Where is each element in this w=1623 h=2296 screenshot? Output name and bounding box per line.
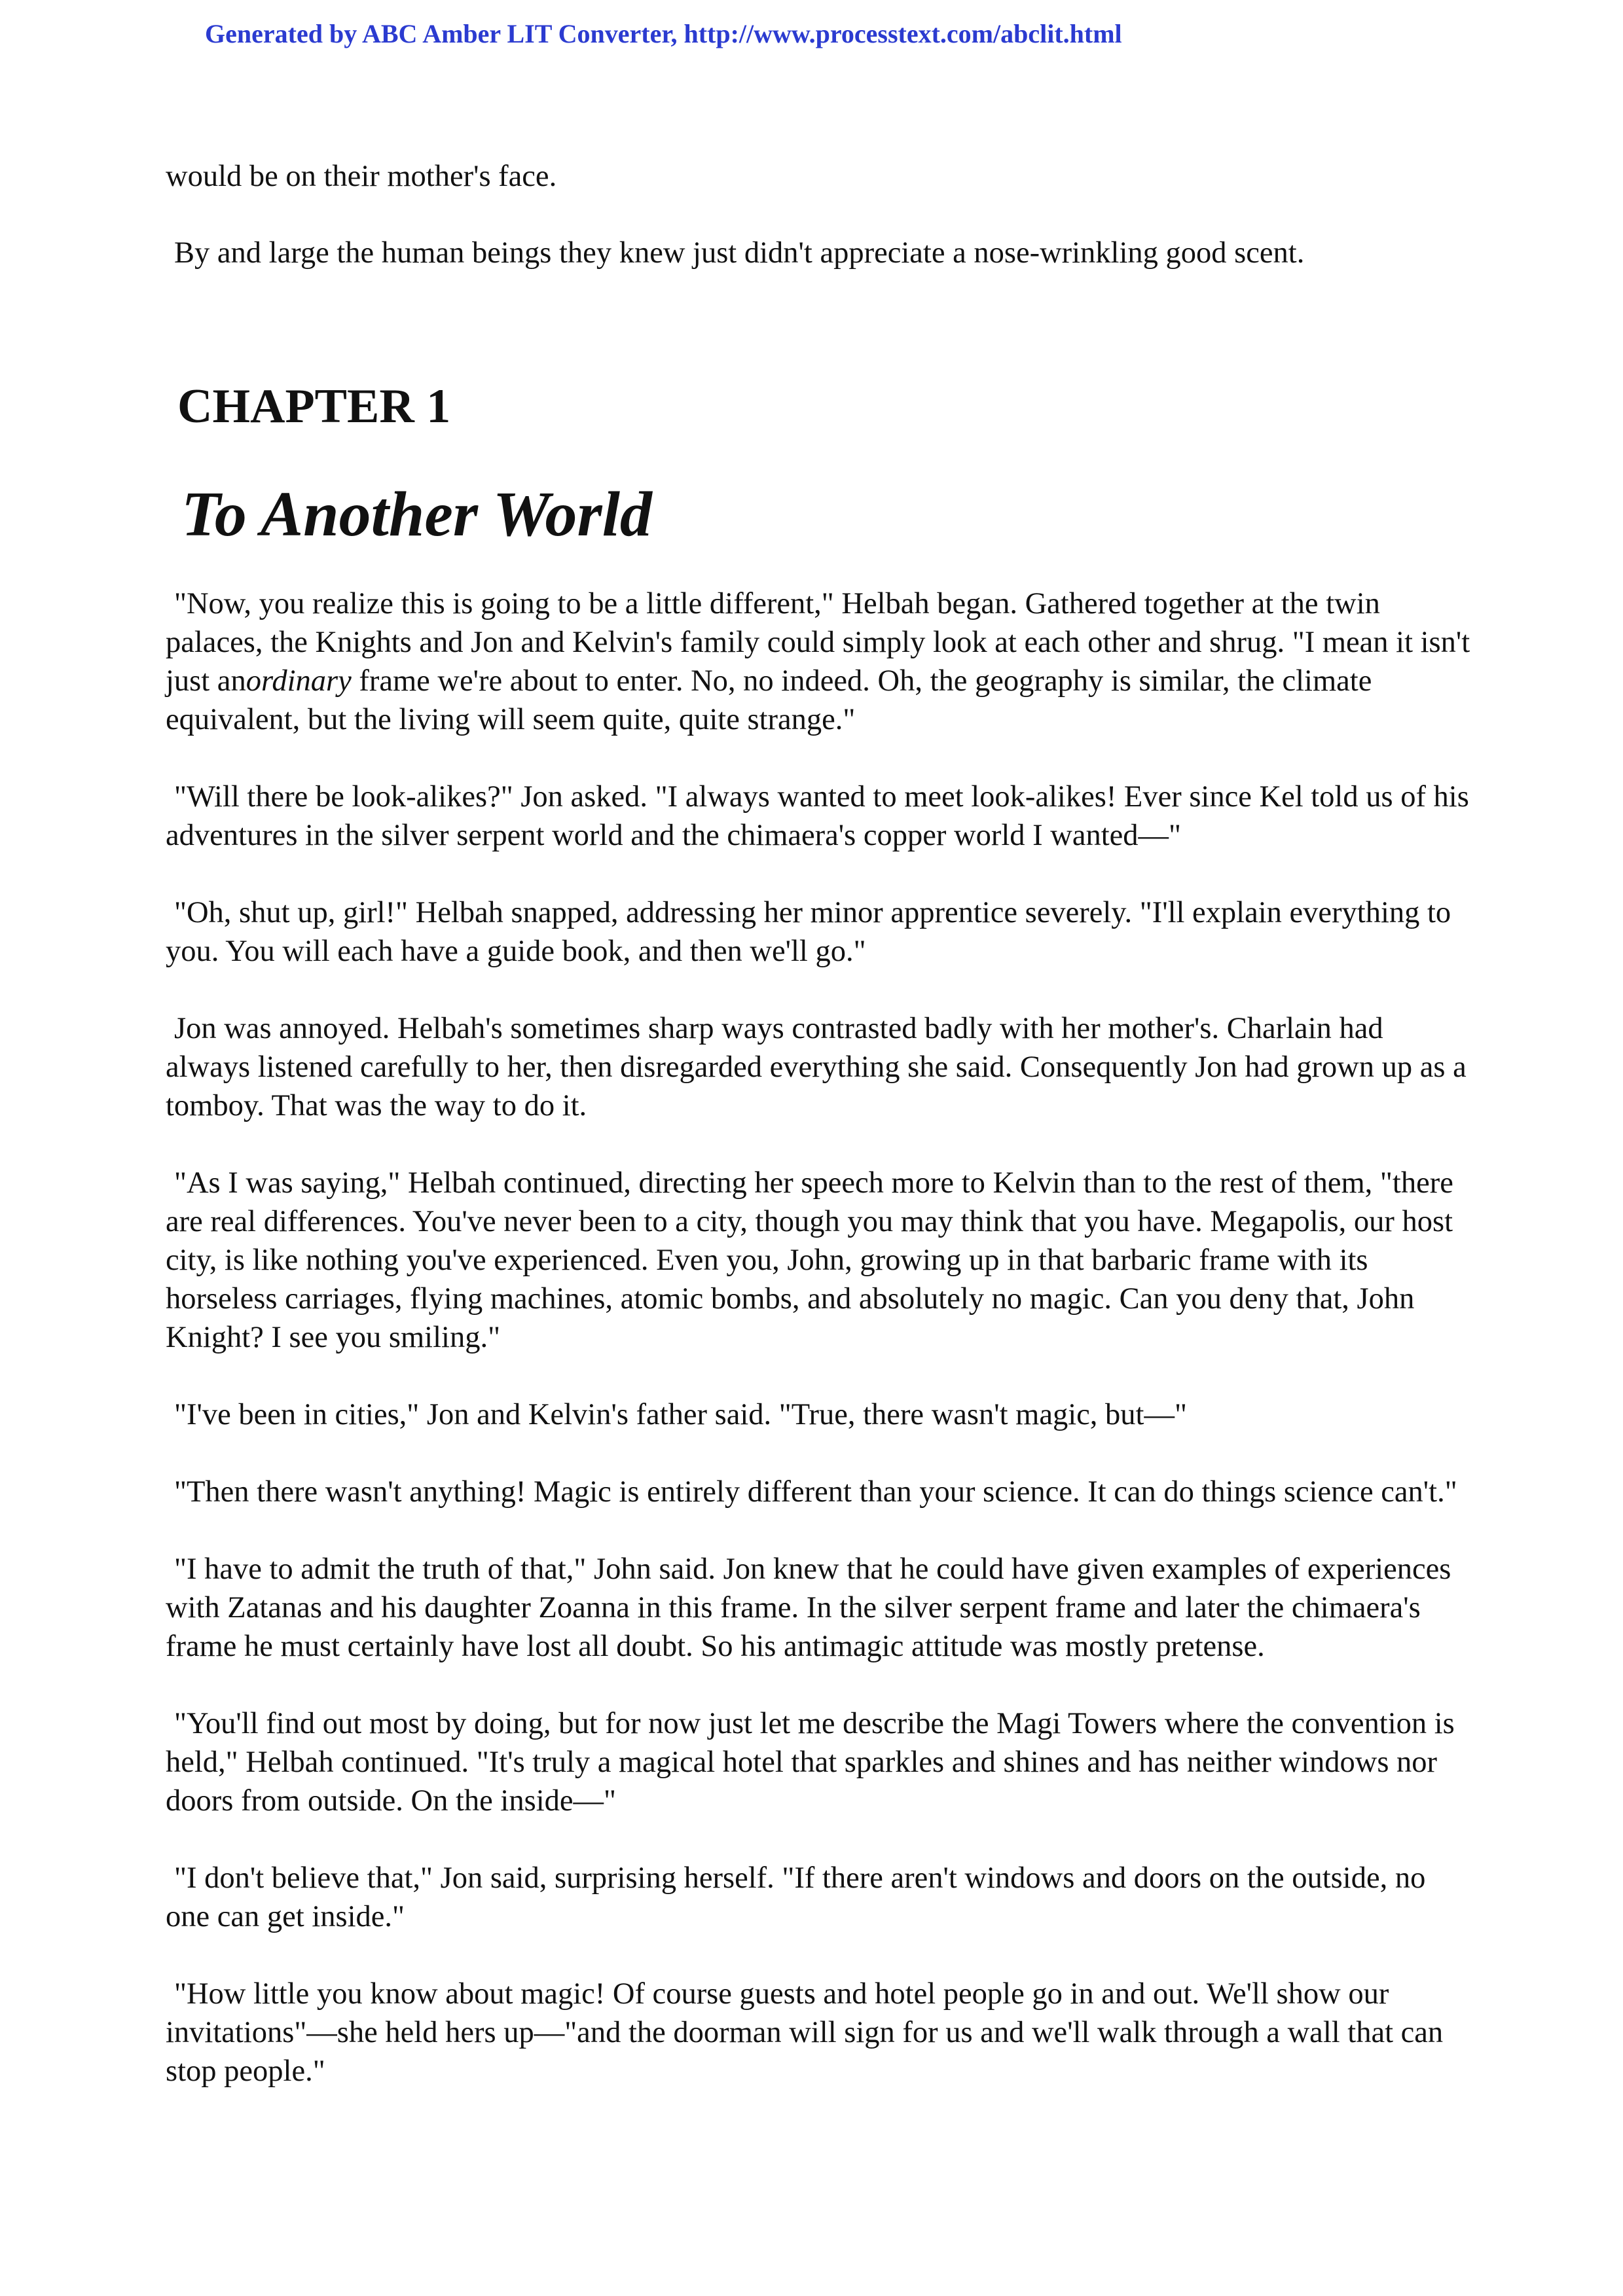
- document-body: [166, 157, 1475, 2090]
- header-link[interactable]: http://www.processtext.com/abclit.html: [684, 19, 1122, 48]
- paragraph-9: "You'll find out most by doing, but for now just let me describe the Magi Towers where the convention is held," Helbah continued. "It's truly a magical hotel that sparkles and shines and has neither windows nor doors from outside. On the inside—": [166, 1707, 1455, 1818]
- paragraph-8: "I have to admit the truth of that," John said. Jon knew that he could have given examples of experiences with Zatanas and his daughter Zoanna in this frame. In the silver serpent frame and later the chimaera's frame he must certainly have lost all doubt. So his antimagic attitude was mostly pretense.: [166, 1552, 1451, 1663]
- paragraph-6: "I've been in cities," Jon and Kelvin's father said. "True, there wasn't magic, but—": [174, 1398, 1187, 1431]
- paragraph-2: "Will there be look-alikes?" Jon asked. "I always wanted to meet look-alikes! Ever since Kel told us of his adventures in the silver serpent world and the chimaera's copper world I wanted—": [166, 780, 1469, 852]
- chapter-title: To Another World: [181, 479, 652, 550]
- paragraph-11: "How little you know about magic! Of course guests and hotel people go in and out. We'll show our invitations"—she held hers up—"and the doorman will sign for us and we'll walk through a wall that can stop people.": [166, 1977, 1444, 2088]
- intro-line-2: By and large the human beings they knew just didn't appreciate a nose-wrinkling good scent.: [174, 236, 1305, 270]
- paragraph-5: "As I was saying," Helbah continued, directing her speech more to Kelvin than to the rest of them, "there are real differences. You've never been to a city, though you may think that you have. Megapolis, our host city, is like nothing you've experienced. Even you, John, growing up in that barbaric frame with its horseless carriages, flying machines, atomic bombs, and absolutely no magic. Can you deny that, John Knight? I see you smiling.": [166, 1166, 1453, 1354]
- paragraph-3: "Oh, shut up, girl!" Helbah snapped, addressing her minor apprentice severely. "I'll explain everything to you. You will each have a guide book, and then we'll go.": [166, 896, 1451, 968]
- paragraph-4: Jon was annoyed. Helbah's sometimes sharp ways contrasted badly with her mother's. Charlain had always listened carefully to her, then disregarded everything she said. Consequently Jon had grown up as a tomboy. That was the way to do it.: [166, 1012, 1467, 1122]
- header-prefix: Generated by ABC Amber LIT Converter,: [205, 19, 684, 48]
- chapter-number: CHAPTER 1: [177, 380, 451, 433]
- intro-line-1: would be on their mother's face.: [166, 160, 557, 193]
- paragraph-1: [166, 584, 1475, 739]
- paragraph-7: "Then there wasn't anything! Magic is entirely different than your science. It can do things science can't.": [174, 1475, 1457, 1509]
- paragraph-1-part-b: frame we're about to enter. No, no indeed. Oh, the geography is similar, the climate equivalent, but the living will seem quite, quite strange.": [166, 664, 1372, 736]
- paragraph-10: "I don't believe that," Jon said, surprising herself. "If there aren't windows and doors on the outside, no one can get inside.": [166, 1861, 1426, 1933]
- paragraph-1-part-a: "Now, you realize this is going to be a little different," Helbah began. Gathered together at the twin palaces, the Knights and Jon and Kelvin's family could simply look at each other and shrug. "I mean it isn't just an: [166, 587, 1470, 698]
- paragraph-1-emphasis: ordinary: [246, 664, 352, 698]
- converter-header: [205, 18, 1122, 49]
